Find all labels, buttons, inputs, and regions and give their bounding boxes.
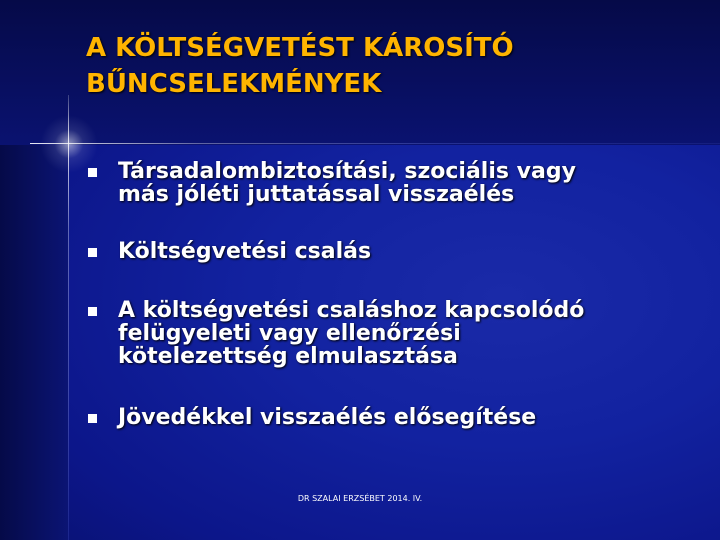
slide-title <box>86 30 696 102</box>
title-line-2: BŰNCSELEKMÉNYEK <box>86 69 382 99</box>
bullet-square-icon <box>88 307 97 316</box>
list-item <box>88 299 698 368</box>
bullet-text-line: felügyeleti vagy ellenőrzési <box>118 321 461 346</box>
bullet-text-line: más jóléti juttatással visszaélés <box>118 182 515 207</box>
bullet-text-line: Költségvetési csalás <box>118 239 372 264</box>
slide-footer: DR SZALAI ERZSÉBET 2014. IV. <box>297 494 423 503</box>
bullet-square-icon <box>88 414 97 423</box>
bullet-list <box>88 160 698 429</box>
bullet-text-line: kötelezettség elmulasztása <box>118 344 458 369</box>
horizontal-decor-line <box>30 143 720 144</box>
bullet-square-icon <box>88 168 97 177</box>
title-line-1: A KÖLTSÉGVETÉST KÁROSÍTÓ <box>86 33 514 63</box>
list-item <box>88 240 698 263</box>
list-item <box>88 406 698 429</box>
bullet-text-line: A költségvetési csaláshoz kapcsolódó <box>118 298 585 323</box>
bullet-text-line: Jövedékkel visszaélés elősegítése <box>118 405 537 430</box>
list-item <box>88 160 698 206</box>
bullet-text-line: Társadalombiztosítási, szociális vagy <box>118 159 576 184</box>
bullet-square-icon <box>88 248 97 257</box>
